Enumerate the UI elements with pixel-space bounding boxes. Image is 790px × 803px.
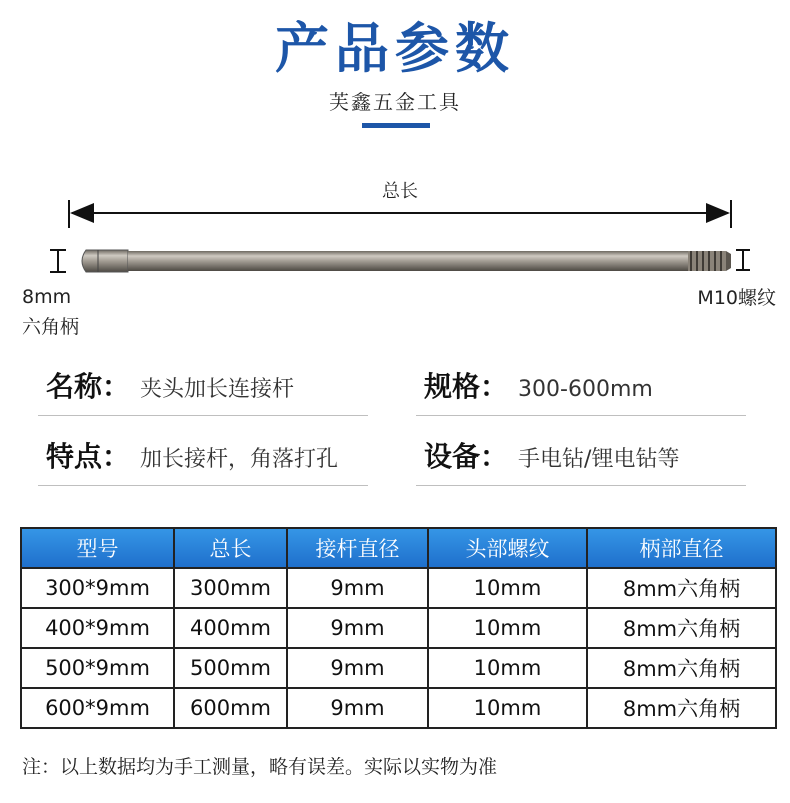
spec-key: 规格	[424, 370, 481, 403]
parameter-table	[20, 527, 777, 729]
table-cell: 9mm	[287, 608, 428, 648]
spec-size	[424, 365, 653, 405]
shank-label	[22, 282, 79, 342]
table-row	[21, 568, 776, 608]
spec-divider	[416, 485, 746, 486]
table-cell: 9mm	[287, 568, 428, 608]
table-cell: 8mm六角柄	[587, 608, 776, 648]
spec-colon: ：	[480, 440, 509, 473]
column-header: 型号	[21, 528, 174, 568]
page-title: 产品参数	[275, 17, 515, 80]
column-header: 头部螺纹	[428, 528, 587, 568]
spec-value: 加长接杆，角落打孔	[140, 447, 339, 472]
spec-feature	[46, 435, 338, 475]
measurement-note: 注：以上数据均为手工测量，略有误差。实际以实物为准	[22, 756, 498, 778]
spec-name	[46, 365, 294, 405]
spec-key: 特点	[46, 440, 103, 473]
table-cell: 600*9mm	[21, 688, 174, 728]
table-cell: 500*9mm	[21, 648, 174, 688]
spec-divider	[38, 485, 368, 486]
table-cell: 10mm	[428, 608, 587, 648]
column-header: 接杆直径	[287, 528, 428, 568]
thread-label: M10螺纹	[697, 287, 776, 309]
spec-divider	[38, 415, 368, 416]
table-row	[21, 648, 776, 688]
spec-divider	[416, 415, 746, 416]
shank-size-text: 8mm	[22, 286, 72, 308]
spec-value: 手电钻/锂电钻等	[518, 447, 680, 472]
spec-key: 设备	[424, 440, 481, 473]
table-cell: 300mm	[174, 568, 287, 608]
spec-value: 300-600mm	[518, 377, 653, 402]
table-cell: 500mm	[174, 648, 287, 688]
table-cell: 8mm六角柄	[587, 688, 776, 728]
column-header: 总长	[174, 528, 287, 568]
table-cell: 10mm	[428, 648, 587, 688]
table-cell: 8mm六角柄	[587, 648, 776, 688]
spec-equipment	[424, 435, 679, 475]
shank-type-text: 六角柄	[22, 316, 80, 338]
table-header-row	[21, 528, 776, 568]
spec-colon: ：	[480, 370, 509, 403]
table-cell: 300*9mm	[21, 568, 174, 608]
extension-rod-image	[82, 250, 731, 272]
spec-key: 名称	[46, 370, 103, 403]
table-cell: 400*9mm	[21, 608, 174, 648]
table-cell: 9mm	[287, 688, 428, 728]
table-cell: 8mm六角柄	[587, 568, 776, 608]
table-cell: 9mm	[287, 648, 428, 688]
table-cell: 10mm	[428, 568, 587, 608]
product-diagram	[0, 0, 790, 340]
table-cell: 400mm	[174, 608, 287, 648]
thread-size-marker	[736, 250, 750, 270]
table-row	[21, 688, 776, 728]
table-row	[21, 608, 776, 648]
table-cell: 10mm	[428, 688, 587, 728]
shank-size-marker	[50, 250, 66, 272]
total-length-label: 总长	[382, 181, 418, 202]
table-cell: 600mm	[174, 688, 287, 728]
spec-value: 夹头加长连接杆	[140, 377, 295, 402]
column-header: 柄部直径	[587, 528, 776, 568]
spec-colon: ：	[102, 440, 131, 473]
spec-colon: ：	[102, 370, 131, 403]
brand-subtitle: 芙鑫五金工具	[329, 90, 461, 114]
